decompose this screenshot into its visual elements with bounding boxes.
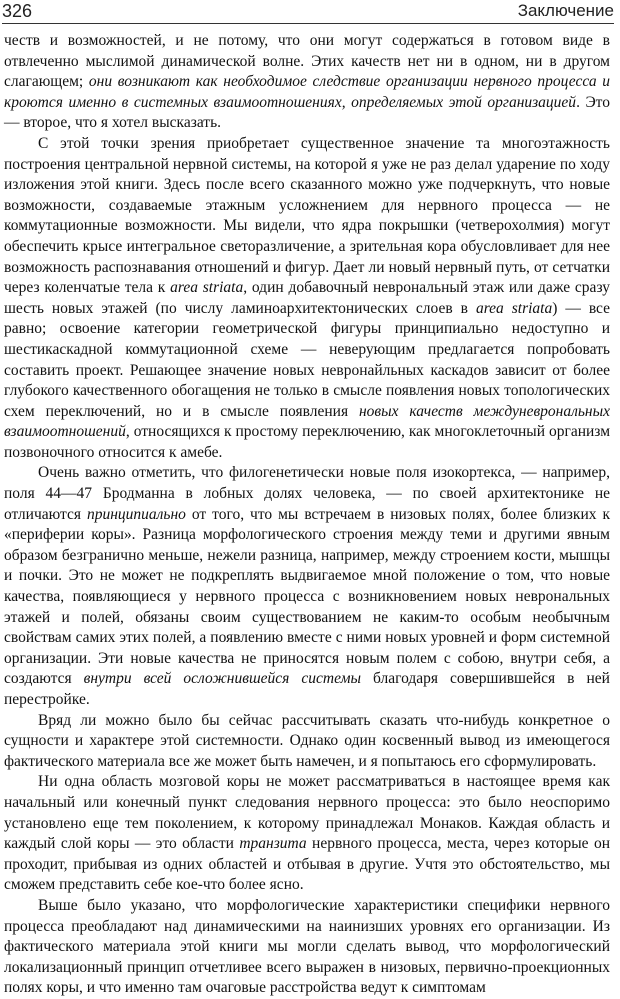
italic-text-run: транзита xyxy=(239,835,307,853)
page-header xyxy=(2,0,614,24)
text-run: Ни одна область мозговой коры не может рассматриваться в настоящее время как начальный или конечный пункт следования нервного процесса: это было неоспоримо установлено еще тем поколением, к которому принадлежал Монаков. Каждая область и каждый слой коры — это области xyxy=(4,773,610,853)
text-run: С этой точки зрения приобретает существенное значение та многоэтажность построения центральной нервной системы, на которой я уже не раз делал ударение по ходу изложения этой книги. Здесь после всего сказанного можно уже подчеркнуть, что новые возможности, создаваемые этажным усложнением для нервного процесса — не коммутационные возможности. Мы видели, что ядра покрышки (четверохолмия) могут обеспечить крысе интегральное светоразличение, а зрительная кора обусловливает для нее возможность распознавания отношений и фигур. Дает ли новый нервный путь, от сетчатки через коленчатые тела к xyxy=(4,134,610,297)
text-run: . Это — второе, что я хотел высказать. xyxy=(4,93,610,132)
text-run: Выше было указано, что морфологические характеристики специфики нервного процесса преобладают над динамическими на наинизших уровнях его организации. Из фактического материала этой книги мы могли сделать вывод, что морфологический локализационный принцип отчетливее всего выражен в низовых, первично-проекционных полях коры, и что именно там очаговые расстройства ведут к симптомам xyxy=(4,896,610,997)
paragraph-5 xyxy=(4,772,610,896)
text-run: , относящихся к простому переключению, как многоклеточный организм позвоночного относится к амебе. xyxy=(4,423,610,461)
text-run: честв и возможностей, и не потому, что они могут содержаться в готовом виде в отвлеченно мыслимой динамической волне. Этих качеств нет ни в одном, ни в другом слагающем; xyxy=(4,32,610,91)
text-run: нервного процесса, места, через которые он проходит, прибывая из одних областей и отбывая в другие. Учтя это обстоятельство, мы сможем представить себе кое-что более ясно. xyxy=(4,835,610,894)
italic-text-run: area striata xyxy=(475,299,553,317)
text-run: Очень важно отметить, что филогенетически новые поля изокортекса, — например, поля 44—47 Бродманна в лобных долях человека, — по своей архитектонике не отличаются xyxy=(4,464,610,523)
text-run: Вряд ли можно было бы сейчас рассчитывать сказать что-нибудь конкретное о сущности и характере этой системности. Однако один косвенный вывод из имеющегося фактического материала все же может быть намечен, и я попытаюсь его сформулировать. xyxy=(4,711,610,770)
italic-text-run: внутри всей осложнившейся системы xyxy=(83,670,361,688)
header-rule xyxy=(2,23,614,24)
text-run: благодаря совершившейся в ней перестройке. xyxy=(4,670,610,708)
page-number: 326 xyxy=(2,1,33,21)
paragraph-3 xyxy=(4,463,610,710)
paragraph-2 xyxy=(4,134,610,464)
text-run: , один добавочный неврональный этаж или даже сразу шесть новых этажей (по числу ламиноархитектонических слоев в xyxy=(4,279,610,317)
italic-text-run: новых качеств междуневрональных взаимоотношений xyxy=(4,402,610,441)
paragraph-4 xyxy=(4,711,610,773)
text-run: от того, что мы встречаем в низовых полях, более близких к «периферии коры». Разница морфологического строения между теми и другими явным образом безгранично меньше, нежели разница, например, между строением кости, мышцы и почки. Это не может не подкреплять выдвигаемое мной положение о том, что новые качества, появляющиеся у нервного процесса с возникновением новых неврональных этажей и полей, обязаны своим существованием не каким-то особым необычным свойствам самих этих полей, а появлению вместе с ними новых уровней и форм системной организации. Эти новые качества не приносятся новым полем с собою, внутри себя, а создаются xyxy=(4,505,610,688)
italic-text-run: area striata xyxy=(170,279,244,297)
italic-text-run: они возникают как необходимое следствие организации нервного процесса и кроются именно в системных взаимоотношениях, определяемых этой организацией xyxy=(4,73,610,111)
text-run: ) — все равно; освоение категории геометрической фигуры принципиально недоступно и шестикаскадной коммутационной схеме — неверующим предлагается попробовать составить проект. Решающее значение новых невронайльных каскадов зависит от более глубокого качественного обогащения не только в смысле появления новых топологических схем переключений, но и в смысле появления xyxy=(4,299,611,420)
paragraph-1 xyxy=(4,31,610,134)
body-text xyxy=(4,31,610,999)
italic-text-run: принципиально xyxy=(86,505,186,523)
running-title: Заключение xyxy=(517,1,614,20)
paragraph-6 xyxy=(4,896,610,999)
